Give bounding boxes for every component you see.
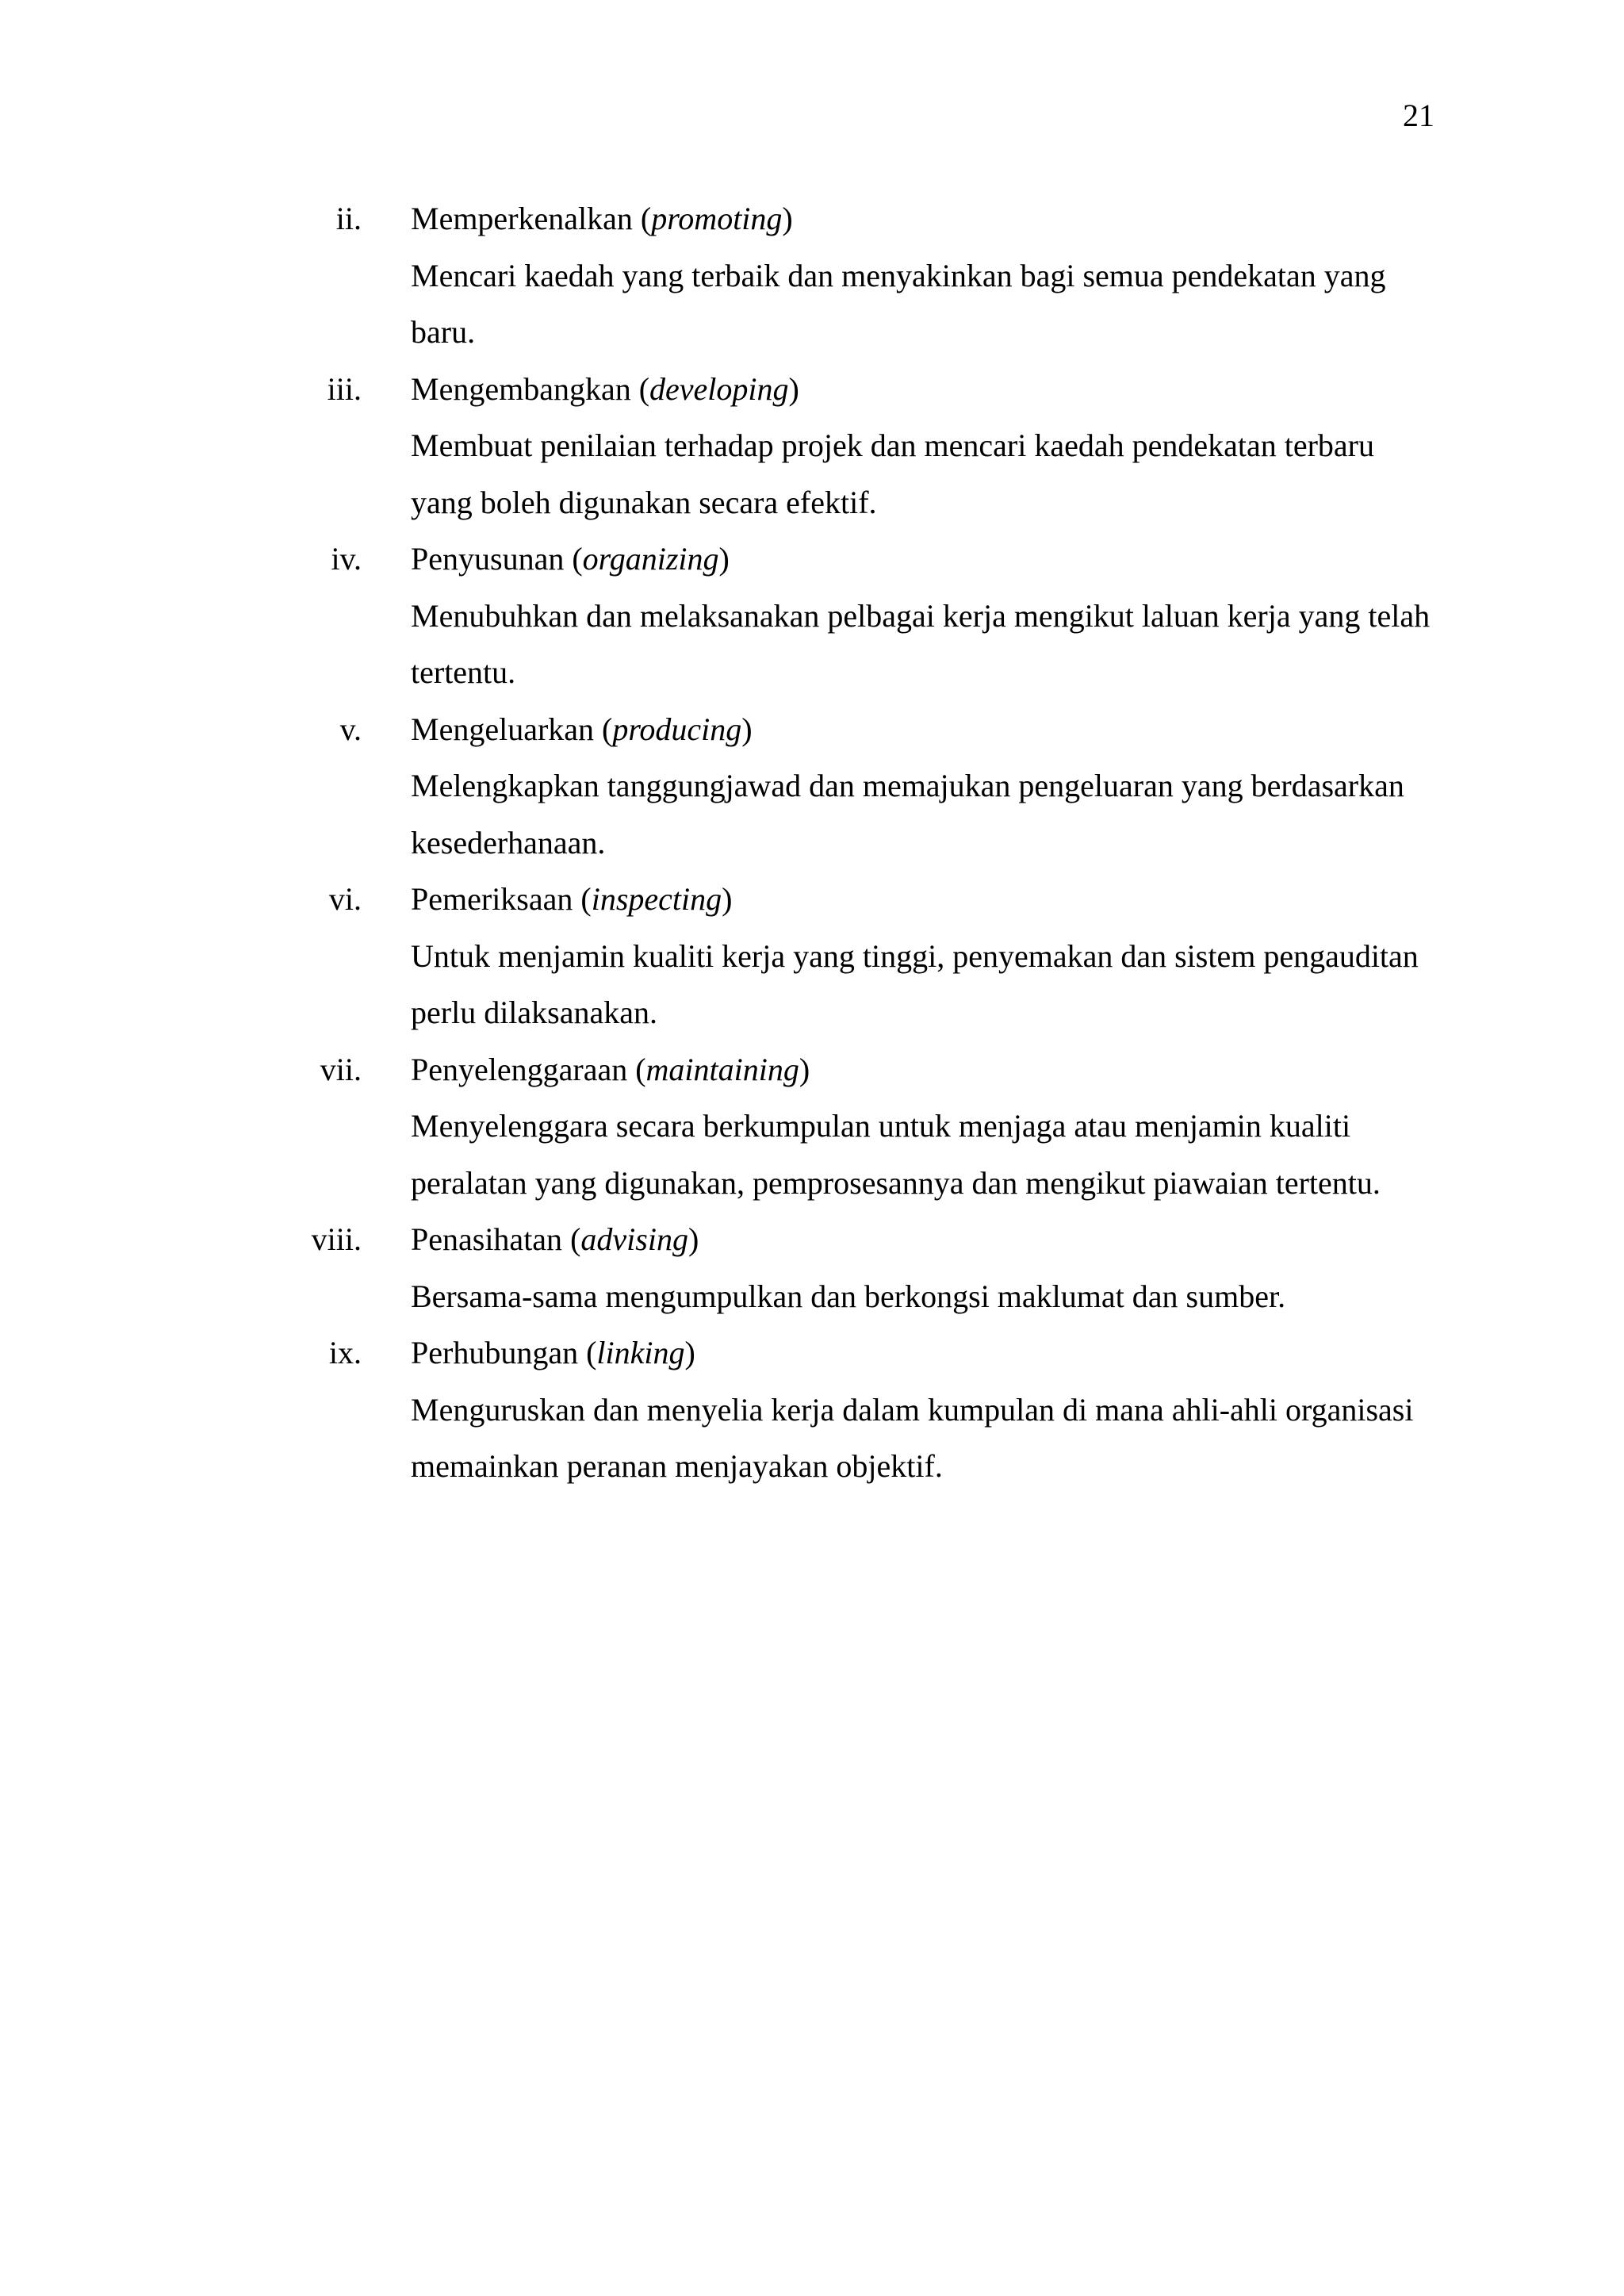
list-item-heading: Mengembangkan (developing) (411, 370, 799, 407)
list-item-term: promoting (651, 201, 783, 236)
list-item-heading: Mengeluarkan (producing) (411, 711, 753, 747)
numbered-list (0, 190, 1624, 1495)
list-item-description: Membuat penilaian terhadap projek dan mencari kaedah pendekatan terbaru yang boleh digunakan secara efektif. (411, 427, 1374, 520)
list-item-title: Penyusunan (411, 541, 565, 577)
page-number: 21 (1403, 98, 1434, 133)
list-item-content (411, 531, 1442, 701)
list-item-numeral: iv. (331, 541, 362, 577)
list-item-description: Menubuhkan dan melaksanakan pelbagai kerja mengikut laluan kerja yang telah tertentu. (411, 597, 1431, 690)
list-item-title: Penyelenggaraan (411, 1051, 628, 1087)
list-item-description: Menyelenggara secara berkumpulan untuk menjaga atau menjamin kualiti peralatan yang digunakan, pemprosesannya dan mengikut piawaian tertentu. (411, 1108, 1381, 1201)
list-item-title: Mengembangkan (411, 370, 631, 407)
list-item (0, 701, 1624, 872)
list-item-content (411, 1041, 1442, 1212)
list-item-heading: Penasihatan (advising) (411, 1221, 699, 1257)
list-item-description: Menguruskan dan menyelia kerja dalam kumpulan di mana ahli-ahli organisasi memainkan peranan menjayakan objektif. (411, 1391, 1414, 1484)
list-item (0, 531, 1624, 701)
list-item-title: Pemeriksaan (411, 881, 573, 917)
list-item-numeral: vi. (328, 881, 362, 917)
list-item-content (411, 871, 1442, 1041)
list-item-content (411, 1211, 1442, 1324)
list-item-numeral: iii. (327, 370, 362, 407)
list-item-title: Penasihatan (411, 1221, 563, 1257)
list-item-numeral: viii. (311, 1221, 362, 1257)
list-item (0, 1041, 1624, 1212)
list-item-term: advising (580, 1221, 688, 1257)
list-item (0, 1211, 1624, 1324)
list-item-heading: Memperkenalkan (promoting) (411, 201, 793, 236)
list-item-numeral: ii. (335, 201, 362, 236)
list-item-heading: Perhubungan (linking) (411, 1335, 695, 1370)
list-item-heading: Penyusunan (organizing) (411, 541, 730, 577)
list-item-content (411, 361, 1442, 531)
list-item (0, 871, 1624, 1041)
list-item-numeral: ix. (328, 1335, 362, 1370)
list-item-title: Perhubungan (411, 1335, 579, 1370)
list-item-title: Memperkenalkan (411, 201, 633, 236)
list-item-description: Melengkapkan tanggungjawad dan memajukan pengeluaran yang berdasarkan kesederhanaan. (411, 768, 1404, 861)
list-item-description: Mencari kaedah yang terbaik dan menyakinkan bagi semua pendekatan yang baru. (411, 257, 1386, 350)
list-item-term: linking (596, 1335, 685, 1370)
list-item (0, 1324, 1624, 1495)
list-item (0, 361, 1624, 531)
list-item (0, 190, 1624, 361)
list-item-numeral: v. (339, 711, 362, 747)
list-item-term: developing (649, 370, 789, 407)
list-item-title: Mengeluarkan (411, 711, 595, 747)
list-item-description: Untuk menjamin kualiti kerja yang tinggi, penyemakan dan sistem pengauditan perlu dilaksanakan. (411, 937, 1419, 1030)
list-item-heading: Pemeriksaan (inspecting) (411, 881, 733, 917)
list-item-content (411, 1324, 1442, 1495)
list-item-heading: Penyelenggaraan (maintaining) (411, 1051, 810, 1087)
list-item-term: producing (612, 711, 742, 747)
list-item-term: maintaining (645, 1051, 799, 1087)
list-item-term: inspecting (591, 881, 722, 917)
list-item-content (411, 701, 1442, 872)
list-item-description: Bersama-sama mengumpulkan dan berkongsi maklumat dan sumber. (411, 1278, 1286, 1314)
list-item-term: organizing (582, 541, 719, 577)
list-item-content (411, 190, 1442, 361)
list-item-numeral: vii. (320, 1051, 362, 1087)
